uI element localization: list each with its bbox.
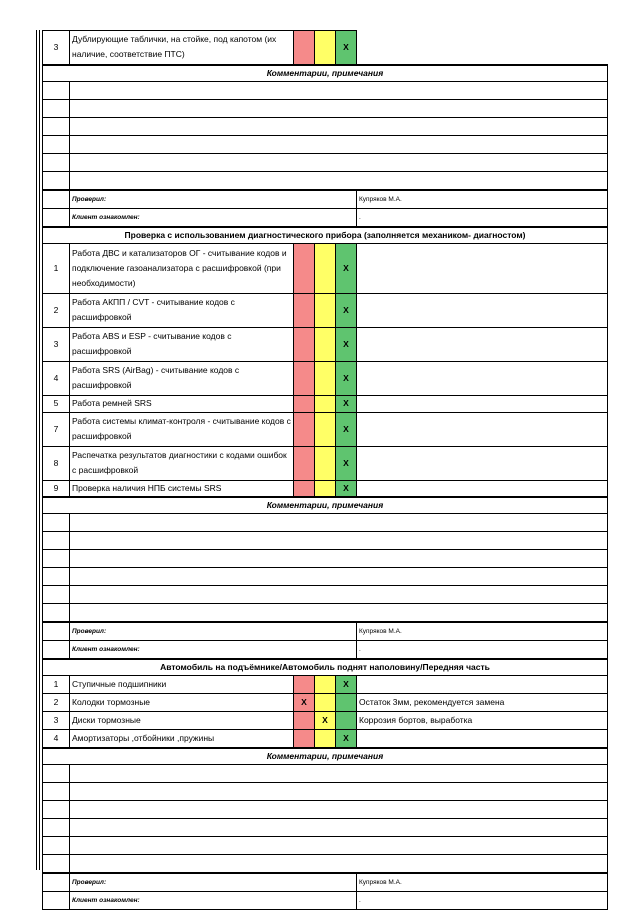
item-number: 2 [43,694,70,712]
mark-yellow-cell[interactable] [315,446,336,480]
table-row [43,327,608,361]
item-comment [357,31,608,65]
item-comment[interactable] [357,327,608,361]
item-text: Диски тормозные [70,712,294,730]
mark-green-cell[interactable]: X [336,446,357,480]
comments-header-row [43,65,608,82]
item-text: Дублирующие таблички, на стойке, под капотом (их наличие, соответствие ПТС) [70,31,294,65]
mark-yellow-cell[interactable] [315,361,336,395]
comment-line[interactable] [43,135,608,153]
mark-red-cell[interactable] [294,730,315,748]
client-row [43,891,608,909]
table-row [43,694,608,712]
mark-green-cell[interactable]: X [336,361,357,395]
checker-name[interactable]: Купряков М.А. [357,873,608,892]
mark-red-cell[interactable] [294,243,315,293]
item-text: Работа SRS (AirBag) - считывание кодов с расшифровкой [70,361,294,395]
checked-label: Проверил: [70,622,357,641]
checked-row [43,873,608,892]
item-comment[interactable] [357,243,608,293]
item-number: 5 [43,395,70,412]
mark-yellow-cell[interactable] [315,676,336,694]
comment-line[interactable] [43,117,608,135]
comment-line[interactable] [43,586,608,604]
mark-yellow-cell[interactable]: X [315,712,336,730]
comment-line[interactable] [43,550,608,568]
mark-red-cell[interactable] [294,395,315,412]
mark-yellow-cell[interactable] [315,327,336,361]
comments-header-row [43,497,608,514]
mark-red-cell[interactable] [294,361,315,395]
mark-yellow-cell[interactable] [315,730,336,748]
comment-line[interactable] [43,782,608,800]
item-comment[interactable] [357,730,608,748]
comment-line[interactable] [43,81,608,99]
item-number: 8 [43,446,70,480]
section-title-row [43,227,608,244]
item-text: Работа ремней SRS [70,395,294,412]
section-title: Автомобиль на подъёмнике/Автомобиль поднят наполовину/Передняя часть [43,659,608,676]
item-text: Проверка наличия НПБ системы SRS [70,480,294,497]
comment-line[interactable] [43,171,608,190]
item-comment[interactable] [357,395,608,412]
mark-red-cell[interactable] [294,293,315,327]
item-comment[interactable] [357,361,608,395]
mark-yellow-cell[interactable] [315,694,336,712]
item-text: Распечатка результатов диагностики с кодами ошибок с расшифровкой [70,446,294,480]
comment-line[interactable] [43,532,608,550]
table-row [43,480,608,497]
mark-red-cell[interactable] [294,712,315,730]
client-signature-field[interactable]: . [357,891,608,909]
comment-line[interactable] [43,99,608,117]
left-margin-line-1 [36,30,37,870]
table-row [43,293,608,327]
mark-yellow-cell[interactable] [315,243,336,293]
item-comment[interactable]: Остаток 3мм, рекомендуется замена [357,694,608,712]
mark-red-cell[interactable]: X [294,694,315,712]
mark-red-cell[interactable] [294,327,315,361]
mark-green-cell[interactable]: X [336,327,357,361]
mark-green-cell[interactable]: X [336,31,357,65]
mark-green-cell[interactable]: X [336,676,357,694]
checked-label: Проверил: [70,873,357,892]
mark-yellow-cell[interactable] [315,412,336,446]
mark-red-cell[interactable] [294,31,315,65]
checked-row [43,190,608,209]
mark-green-cell[interactable]: X [336,730,357,748]
client-row [43,641,608,660]
item-text: Работа ABS и ESP - считывание кодов с расшифровкой [70,327,294,361]
mark-red-cell[interactable] [294,446,315,480]
table-row [43,31,608,65]
mark-green-cell[interactable] [336,694,357,712]
mark-green-cell[interactable]: X [336,243,357,293]
checked-label: Проверил: [70,190,357,209]
item-number: 1 [43,676,70,694]
item-number: 2 [43,293,70,327]
comment-line[interactable] [43,514,608,532]
item-comment[interactable] [357,676,608,694]
client-signature-field[interactable]: . [357,641,608,660]
table-row [43,446,608,480]
client-label: Клиент ознакомлен: [70,208,357,227]
item-number: 1 [43,243,70,293]
comments-header: Комментарии, примечания [43,497,608,514]
table-row [43,676,608,694]
item-number: 7 [43,412,70,446]
mark-yellow-cell[interactable] [315,395,336,412]
mark-yellow-cell[interactable] [315,480,336,497]
comment-line[interactable] [43,854,608,873]
client-label: Клиент ознакомлен: [70,641,357,660]
item-number: 3 [43,31,70,65]
client-signature-field[interactable]: . [357,208,608,227]
mark-green-cell[interactable]: X [336,480,357,497]
mark-red-cell[interactable] [294,412,315,446]
comment-line[interactable] [43,568,608,586]
item-text: Амортизаторы ,отбойники ,пружины [70,730,294,748]
table-row [43,730,608,748]
item-comment[interactable]: Коррозия бортов, выработка [357,712,608,730]
comment-line[interactable] [43,153,608,171]
checker-name[interactable]: Купряков М.А. [357,622,608,641]
comment-line[interactable] [43,818,608,836]
table-row [43,361,608,395]
section-title: Проверка с использованием диагностического прибора (заполняется механиком- диагностом) [43,227,608,244]
comments-header-row [43,748,608,765]
mark-yellow-cell[interactable] [315,293,336,327]
table-row [43,412,608,446]
table-row [43,243,608,293]
comment-line[interactable] [43,604,608,623]
item-comment[interactable] [357,293,608,327]
mark-green-cell[interactable]: X [336,293,357,327]
client-label: Клиент ознакомлен: [70,891,357,909]
comment-line[interactable] [43,800,608,818]
item-number: 3 [43,712,70,730]
item-text: Работа ДВС и катализаторов ОГ - считывание кодов и подключение газоанализатора с расшифровкой (при необходимости) [70,243,294,293]
mark-green-cell[interactable]: X [336,395,357,412]
client-row [43,208,608,227]
table-row [43,712,608,730]
section-title-row [43,659,608,676]
item-comment[interactable] [357,412,608,446]
comment-line[interactable] [43,836,608,854]
item-comment[interactable] [357,446,608,480]
item-number: 9 [43,480,70,497]
checker-name[interactable]: Купряков М.А. [357,190,608,209]
comments-header: Комментарии, примечания [43,748,608,765]
mark-yellow-cell[interactable] [315,31,336,65]
item-text: Ступичные подшипники [70,676,294,694]
mark-red-cell[interactable] [294,676,315,694]
checked-row [43,622,608,641]
table-row [43,395,608,412]
item-number: 4 [43,730,70,748]
item-text: Работа АКПП / CVT - считывание кодов с расшифровкой [70,293,294,327]
comments-header: Комментарии, примечания [43,65,608,82]
item-text: Колодки тормозные [70,694,294,712]
inspection-table [42,30,608,910]
item-text: Работа системы климат-контроля - считывание кодов с расшифровкой [70,412,294,446]
left-margin-line-2 [39,30,40,870]
mark-green-cell[interactable]: X [336,412,357,446]
item-number: 4 [43,361,70,395]
item-number: 3 [43,327,70,361]
mark-green-cell[interactable] [336,712,357,730]
item-comment[interactable] [357,480,608,497]
mark-red-cell[interactable] [294,480,315,497]
comment-line[interactable] [43,764,608,782]
